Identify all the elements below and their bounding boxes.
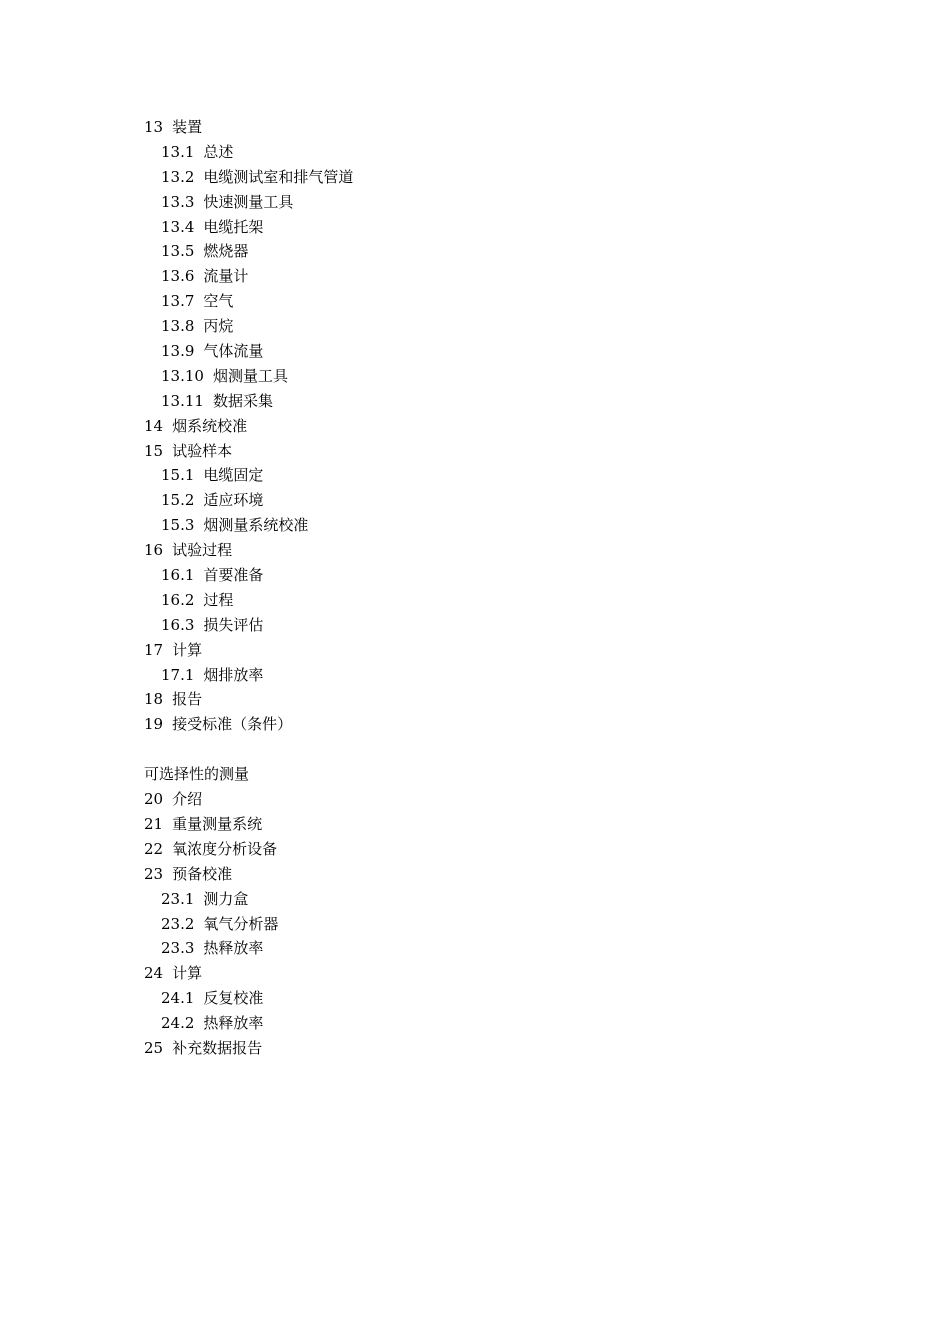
toc-entry-title: 损失评估 [203, 615, 264, 634]
toc-entry-title: 空气 [203, 292, 234, 311]
toc-part-optional [144, 787, 844, 1061]
toc-entry [144, 787, 844, 812]
toc-entry-title: 燃烧器 [203, 242, 249, 261]
toc-entry-number: 15.2 [161, 491, 195, 510]
table-of-contents [144, 115, 844, 1061]
toc-entry [144, 115, 844, 140]
toc-entry [144, 190, 844, 215]
toc-entry-title: 预备校准 [172, 864, 233, 883]
toc-entry [144, 538, 844, 563]
toc-entry-title: 补充数据报告 [172, 1038, 263, 1057]
toc-entry-number: 23.3 [161, 939, 195, 958]
toc-entry-title: 氧气分析器 [203, 914, 279, 933]
toc-entry-number: 23.2 [161, 914, 195, 933]
toc-entry [144, 488, 844, 513]
toc-entry-title: 热释放率 [203, 1014, 264, 1033]
toc-entry-number: 13.6 [161, 267, 195, 286]
toc-entry-number: 25 [144, 1038, 164, 1057]
toc-entry-number: 16.2 [161, 590, 195, 609]
toc-entry-number: 24.1 [161, 989, 195, 1008]
toc-entry-title: 试验过程 [172, 541, 233, 560]
section-gap [144, 737, 844, 762]
toc-entry-title: 测力盒 [203, 889, 249, 908]
toc-entry-number: 13.1 [161, 142, 195, 161]
toc-entry-number: 13.10 [161, 366, 204, 385]
toc-entry-number: 21 [144, 814, 164, 833]
toc-entry [144, 638, 844, 663]
toc-entry-number: 13.11 [161, 391, 204, 410]
toc-entry-title: 接受标准（条件） [172, 715, 293, 734]
toc-entry [144, 439, 844, 464]
toc-entry-title: 丙烷 [203, 317, 234, 336]
toc-entry-number: 24 [144, 964, 164, 983]
toc-entry-title: 电缆测试室和排气管道 [203, 167, 354, 186]
toc-entry-title: 介绍 [172, 790, 203, 809]
toc-entry-number: 13.9 [161, 342, 195, 361]
toc-entry [144, 812, 844, 837]
toc-entry [144, 936, 844, 961]
toc-entry [144, 862, 844, 887]
toc-entry-title: 电缆固定 [203, 466, 264, 485]
optional-measurements-heading: 可选择性的测量 [144, 765, 250, 784]
toc-entry [144, 613, 844, 638]
toc-entry-number: 16.3 [161, 615, 195, 634]
toc-entry-number: 19 [144, 715, 164, 734]
toc-entry-title: 报告 [172, 690, 203, 709]
toc-entry-title: 电缆托架 [203, 217, 264, 236]
toc-entry [144, 289, 844, 314]
toc-entry-number: 18 [144, 690, 164, 709]
toc-entry-title: 气体流量 [203, 342, 264, 361]
toc-entry-title: 数据采集 [212, 391, 273, 410]
toc-entry [144, 1036, 844, 1061]
toc-part-main [144, 115, 844, 737]
toc-entry-number: 15.1 [161, 466, 195, 485]
toc-entry-title: 反复校准 [203, 989, 264, 1008]
toc-entry-title: 首要准备 [203, 566, 264, 585]
toc-entry [144, 887, 844, 912]
toc-entry [144, 912, 844, 937]
toc-entry [144, 513, 844, 538]
toc-entry [144, 986, 844, 1011]
toc-entry [144, 1011, 844, 1036]
toc-entry [144, 414, 844, 439]
toc-entry [144, 712, 844, 737]
toc-entry-number: 23.1 [161, 889, 195, 908]
toc-entry-number: 13.4 [161, 217, 195, 236]
toc-entry [144, 314, 844, 339]
toc-entry-title: 计算 [172, 640, 203, 659]
toc-entry-number: 22 [144, 839, 164, 858]
toc-entry-title: 过程 [203, 590, 234, 609]
toc-entry-title: 重量测量系统 [172, 814, 263, 833]
toc-entry-title: 试验样本 [172, 441, 233, 460]
toc-entry-number: 15 [144, 441, 164, 460]
toc-entry [144, 239, 844, 264]
toc-entry [144, 563, 844, 588]
toc-entry [144, 364, 844, 389]
toc-entry [144, 663, 844, 688]
toc-entry-number: 13.7 [161, 292, 195, 311]
toc-entry [144, 264, 844, 289]
toc-entry-title: 计算 [172, 964, 203, 983]
toc-entry-number: 14 [144, 416, 164, 435]
toc-entry-title: 装置 [172, 118, 203, 136]
toc-entry [144, 165, 844, 190]
toc-entry-title: 快速测量工具 [203, 192, 294, 211]
toc-entry-number: 15.3 [161, 516, 195, 535]
toc-entry-title: 氧浓度分析设备 [172, 839, 278, 858]
toc-entry-number: 20 [144, 790, 164, 809]
toc-entry-title: 总述 [203, 142, 234, 161]
toc-entry-title: 烟排放率 [203, 665, 264, 684]
toc-entry-number: 13.5 [161, 242, 195, 261]
toc-entry-number: 24.2 [161, 1014, 195, 1033]
toc-entry [144, 463, 844, 488]
toc-entry [144, 215, 844, 240]
toc-entry-number: 16.1 [161, 566, 195, 585]
toc-entry-title: 热释放率 [203, 939, 264, 958]
toc-entry-number: 17.1 [161, 665, 195, 684]
toc-entry [144, 389, 844, 414]
toc-entry-number: 13.2 [161, 167, 195, 186]
toc-entry-number: 13 [144, 118, 164, 136]
toc-entry-number: 13.3 [161, 192, 195, 211]
toc-entry-number: 23 [144, 864, 164, 883]
toc-entry-number: 13.8 [161, 317, 195, 336]
toc-entry [144, 837, 844, 862]
toc-entry [144, 588, 844, 613]
toc-entry-number: 16 [144, 541, 164, 560]
toc-entry-title: 烟测量工具 [212, 366, 288, 385]
toc-entry-title: 适应环境 [203, 491, 264, 510]
toc-entry [144, 687, 844, 712]
toc-entry-number: 17 [144, 640, 164, 659]
toc-entry [144, 339, 844, 364]
toc-entry-title: 烟系统校准 [172, 416, 248, 435]
toc-entry [144, 140, 844, 165]
toc-entry-title: 烟测量系统校准 [203, 516, 309, 535]
toc-entry [144, 961, 844, 986]
toc-entry-title: 流量计 [203, 267, 249, 286]
